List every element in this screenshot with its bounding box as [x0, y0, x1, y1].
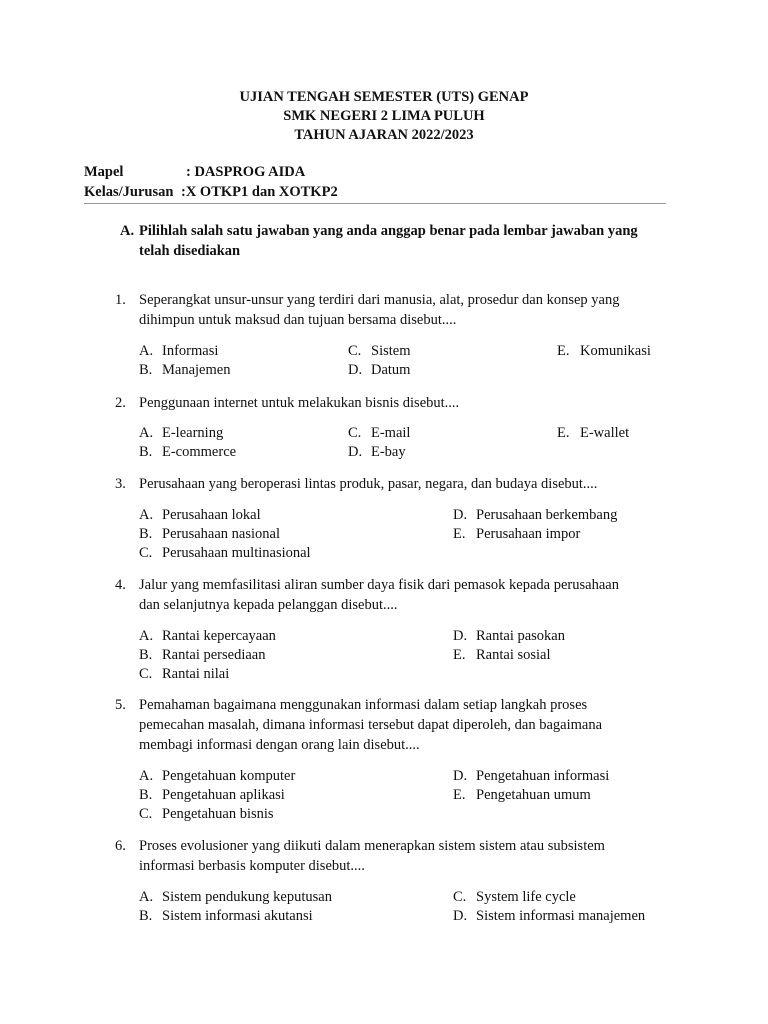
option-text: System life cycle [476, 889, 576, 905]
academic-year: TAHUN AJARAN 2022/2023 [294, 127, 474, 143]
question-text: Penggunaan internet untuk melakukan bisnis disebut.... [139, 395, 460, 411]
option-text: Perusahaan lokal [162, 507, 261, 523]
mapel-value: : DASPROG AIDA [186, 164, 306, 180]
option-letter: E. [557, 425, 570, 441]
question-text: Perusahaan yang beroperasi lintas produk, pasar, negara, dan budaya disebut.... [139, 476, 598, 492]
option-text: Pengetahuan aplikasi [162, 787, 285, 803]
option-letter: E. [453, 526, 466, 542]
option-text: Pengetahuan bisnis [162, 806, 274, 822]
option-text: Sistem informasi akutansi [162, 908, 313, 924]
question-text: informasi berbasis komputer disebut.... [139, 858, 365, 874]
question-text: dan selanjutnya kepada pelanggan disebut.... [139, 597, 398, 613]
option-text: E-wallet [580, 425, 630, 441]
option-letter: E. [453, 647, 466, 663]
option-letter: A. [139, 889, 154, 905]
option-letter: E. [453, 787, 466, 803]
option-text: Rantai pasokan [476, 628, 565, 644]
question-number: 4. [115, 577, 126, 593]
question-number: 5. [115, 697, 126, 713]
option-text: E-commerce [162, 444, 237, 460]
header-divider [84, 203, 666, 204]
exam-title: UJIAN TENGAH SEMESTER (UTS) GENAP [239, 89, 529, 105]
school-name: SMK NEGERI 2 LIMA PULUH [283, 108, 485, 124]
option-letter: D. [453, 908, 468, 924]
option-text: Sistem [371, 343, 411, 359]
option-letter: D. [453, 768, 468, 784]
question-text: membagi informasi dengan orang lain disebut.... [139, 737, 420, 753]
question-number: 3. [115, 476, 126, 492]
option-letter: A. [139, 768, 154, 784]
question-number: 1. [115, 292, 126, 308]
question-text: Proses evolusioner yang diikuti dalam menerapkan sistem sistem atau subsistem [139, 838, 605, 854]
kelas-label: Kelas/Jurusan [84, 184, 174, 200]
question-text: Jalur yang memfasilitasi aliran sumber daya fisik dari pemasok kepada perusahaan [139, 577, 619, 593]
option-text: Manajemen [162, 362, 231, 378]
option-letter: A. [139, 507, 154, 523]
option-text: Pengetahuan komputer [162, 768, 296, 784]
option-letter: C. [348, 425, 362, 441]
option-text: Pengetahuan informasi [476, 768, 610, 784]
section-instruction-line2: telah disediakan [139, 243, 241, 259]
option-text: Sistem informasi manajemen [476, 908, 646, 924]
option-letter: B. [139, 787, 153, 803]
option-letter: B. [139, 908, 153, 924]
option-letter: D. [348, 444, 363, 460]
option-letter: D. [348, 362, 363, 378]
question-number: 2. [115, 395, 126, 411]
question-text: dihimpun untuk maksud dan tujuan bersama disebut.... [139, 312, 457, 328]
section-instruction-line1: Pilihlah salah satu jawaban yang anda anggap benar pada lembar jawaban yang [139, 223, 638, 239]
question-number: 6. [115, 838, 126, 854]
option-text: Rantai persediaan [162, 647, 266, 663]
option-letter: B. [139, 444, 153, 460]
option-text: E-learning [162, 425, 224, 441]
option-letter: B. [139, 526, 153, 542]
option-letter: C. [139, 806, 153, 822]
option-letter: C. [139, 666, 153, 682]
option-letter: A. [139, 343, 154, 359]
question-text: pemecahan masalah, dimana informasi tersebut dapat diperoleh, dan bagaimana [139, 717, 603, 733]
option-letter: D. [453, 628, 468, 644]
option-text: Sistem pendukung keputusan [162, 889, 332, 905]
option-letter: A. [139, 628, 154, 644]
mapel-label: Mapel [84, 164, 124, 180]
option-letter: C. [348, 343, 362, 359]
kelas-value: :X OTKP1 dan XOTKP2 [181, 184, 338, 200]
option-text: Perusahaan nasional [162, 526, 280, 542]
option-text: Rantai kepercayaan [162, 628, 276, 644]
option-letter: B. [139, 647, 153, 663]
option-letter: D. [453, 507, 468, 523]
option-text: Perusahaan multinasional [162, 545, 311, 561]
option-letter: B. [139, 362, 153, 378]
option-letter: C. [453, 889, 467, 905]
option-text: E-bay [371, 444, 406, 460]
option-letter: C. [139, 545, 153, 561]
option-text: Pengetahuan umum [476, 787, 591, 803]
option-text: Informasi [162, 343, 219, 359]
option-text: Rantai nilai [162, 666, 230, 682]
option-text: Rantai sosial [476, 647, 551, 663]
option-letter: A. [139, 425, 154, 441]
option-letter: E. [557, 343, 570, 359]
option-text: Perusahaan impor [476, 526, 581, 542]
question-text: Seperangkat unsur-unsur yang terdiri dari manusia, alat, prosedur dan konsep yang [139, 292, 620, 308]
question-text: Pemahaman bagaimana menggunakan informasi dalam setiap langkah proses [139, 697, 588, 713]
option-text: Perusahaan berkembang [476, 507, 618, 523]
option-text: Datum [371, 362, 411, 378]
section-letter: A. [120, 223, 135, 239]
option-text: E-mail [371, 425, 411, 441]
option-text: Komunikasi [580, 343, 651, 359]
